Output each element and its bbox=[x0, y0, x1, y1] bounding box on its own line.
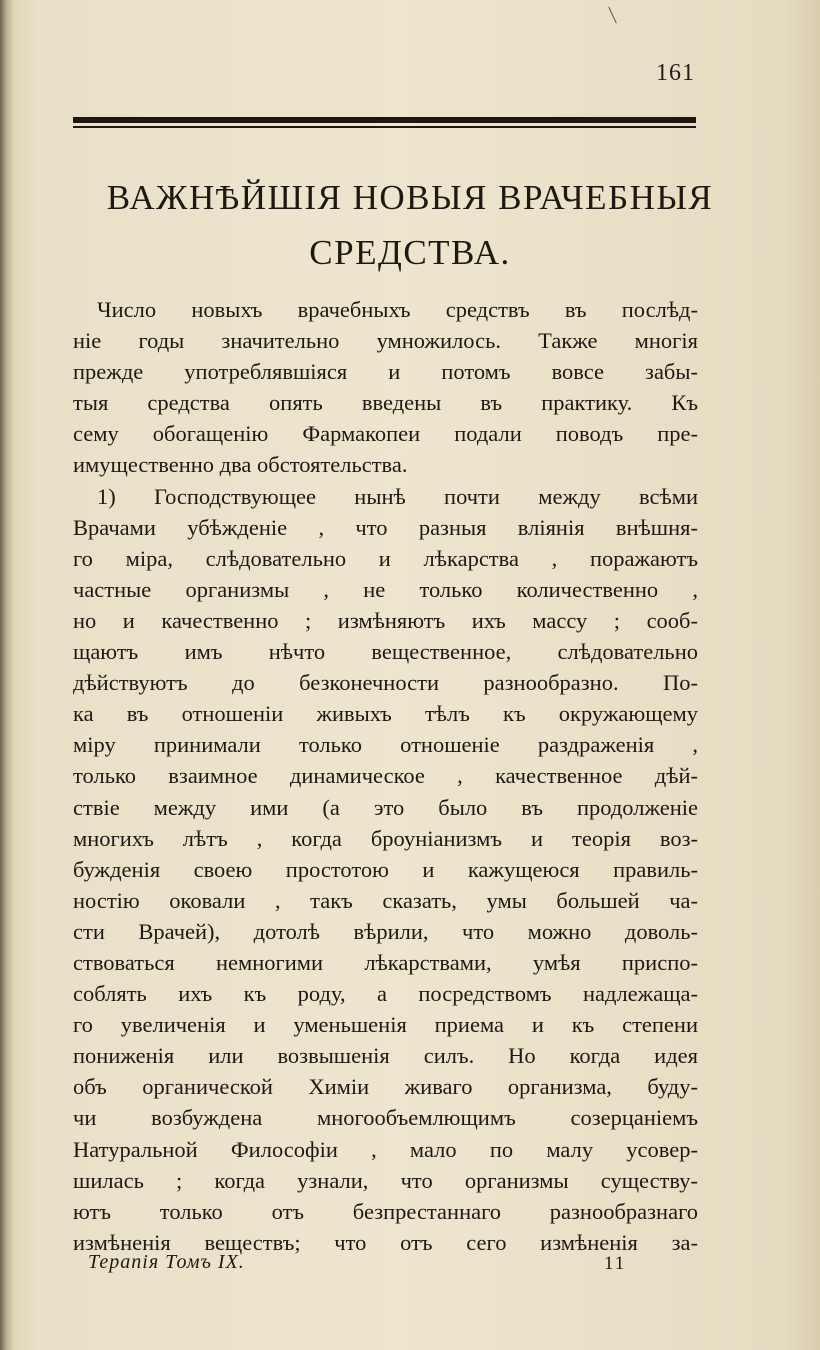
text-line: сти Врачей), дотолѣ вѣрили, что можно доволь- bbox=[73, 918, 698, 944]
signature-mark: Терапія Томъ IX. bbox=[88, 1251, 245, 1273]
header-rule-thick bbox=[73, 117, 696, 123]
text-line: бужденія своею простотою и кажущеюся правиль- bbox=[73, 856, 698, 882]
signature-number: 11 bbox=[604, 1253, 627, 1274]
text-line: дѣйствуютъ до безконечности разнообразно. По- bbox=[73, 670, 698, 696]
text-line: имущественно два обстоятельства. bbox=[73, 452, 408, 478]
text-line: объ органической Химіи живаго организма, буду- bbox=[73, 1074, 698, 1100]
text-line: Натуральной Философіи , мало по малу усовер- bbox=[73, 1136, 698, 1162]
paper-mark bbox=[608, 7, 617, 24]
text-line: ностію оковали , такъ сказать, умы большей ча- bbox=[73, 887, 698, 913]
text-line: ніе годы значительно умножилось. Также многія bbox=[73, 328, 698, 354]
text-line: Врачами убѣжденіе , что разныя вліянія внѣшня- bbox=[73, 514, 698, 540]
text-line: ствоваться немногими лѣкарствами, умѣя приспо- bbox=[73, 949, 698, 975]
text-line: го увеличенія и уменьшенія приема и къ степени bbox=[73, 1012, 698, 1038]
text-line: только взаимное динамическое , качественное дѣй- bbox=[73, 763, 698, 789]
text-line: измѣненія веществъ; что отъ сего измѣненія за- bbox=[73, 1229, 698, 1255]
text-line: шилась ; когда узнали, что организмы существу- bbox=[73, 1167, 698, 1193]
text-line: ствіе между ими (а это было въ продолженіе bbox=[73, 794, 698, 820]
chapter-title bbox=[40, 170, 780, 280]
text-line: соблять ихъ къ роду, а посредствомъ надлежаща- bbox=[73, 981, 698, 1007]
text-line: тыя средства опять введены въ практику. Къ bbox=[73, 390, 698, 416]
binding-shadow bbox=[0, 0, 14, 1350]
chapter-title-line-2: СРЕДСТВА. bbox=[309, 233, 511, 272]
header-rule-thin bbox=[73, 126, 696, 128]
text-line: многихъ лѣтъ , когда броуніанизмъ и теорія воз- bbox=[73, 825, 698, 851]
text-line: го міра, слѣдовательно и лѣкарства , поражаютъ bbox=[73, 545, 698, 571]
text-line: чи возбуждена многообъемлющимъ созерцаніемъ bbox=[73, 1105, 698, 1131]
page-number: 161 bbox=[656, 60, 695, 86]
chapter-title-line-1: ВАЖНѢЙШІЯ НОВЫЯ ВРАЧЕБНЫЯ bbox=[106, 178, 714, 217]
text-line: 1) Господствующее нынѣ почти между всѣми bbox=[97, 483, 698, 509]
text-line: Число новыхъ врачебныхъ средствъ въ послѣд- bbox=[97, 297, 698, 322]
body-text bbox=[73, 294, 698, 1258]
text-line: частные организмы , не только количественно , bbox=[73, 576, 698, 602]
text-line: прежде употреблявшіяся и потомъ вовсе забы- bbox=[73, 359, 698, 385]
text-line: пониженія или возвышенія силъ. Но когда идея bbox=[73, 1043, 698, 1069]
text-line: но и качественно ; измѣняютъ ихъ массу ; сооб- bbox=[73, 607, 698, 633]
text-line: сему обогащенію Фармакопеи подали поводъ пре- bbox=[73, 421, 698, 447]
text-line: щаютъ имъ нѣчто вещественное, слѣдовательно bbox=[73, 639, 698, 665]
text-line: ка въ отношеніи живыхъ тѣлъ къ окружающему bbox=[73, 701, 698, 727]
text-line: міру принимали только отношеніе раздраженія , bbox=[73, 732, 698, 758]
text-line: ютъ только отъ безпрестаннаго разнообразнаго bbox=[73, 1198, 698, 1224]
